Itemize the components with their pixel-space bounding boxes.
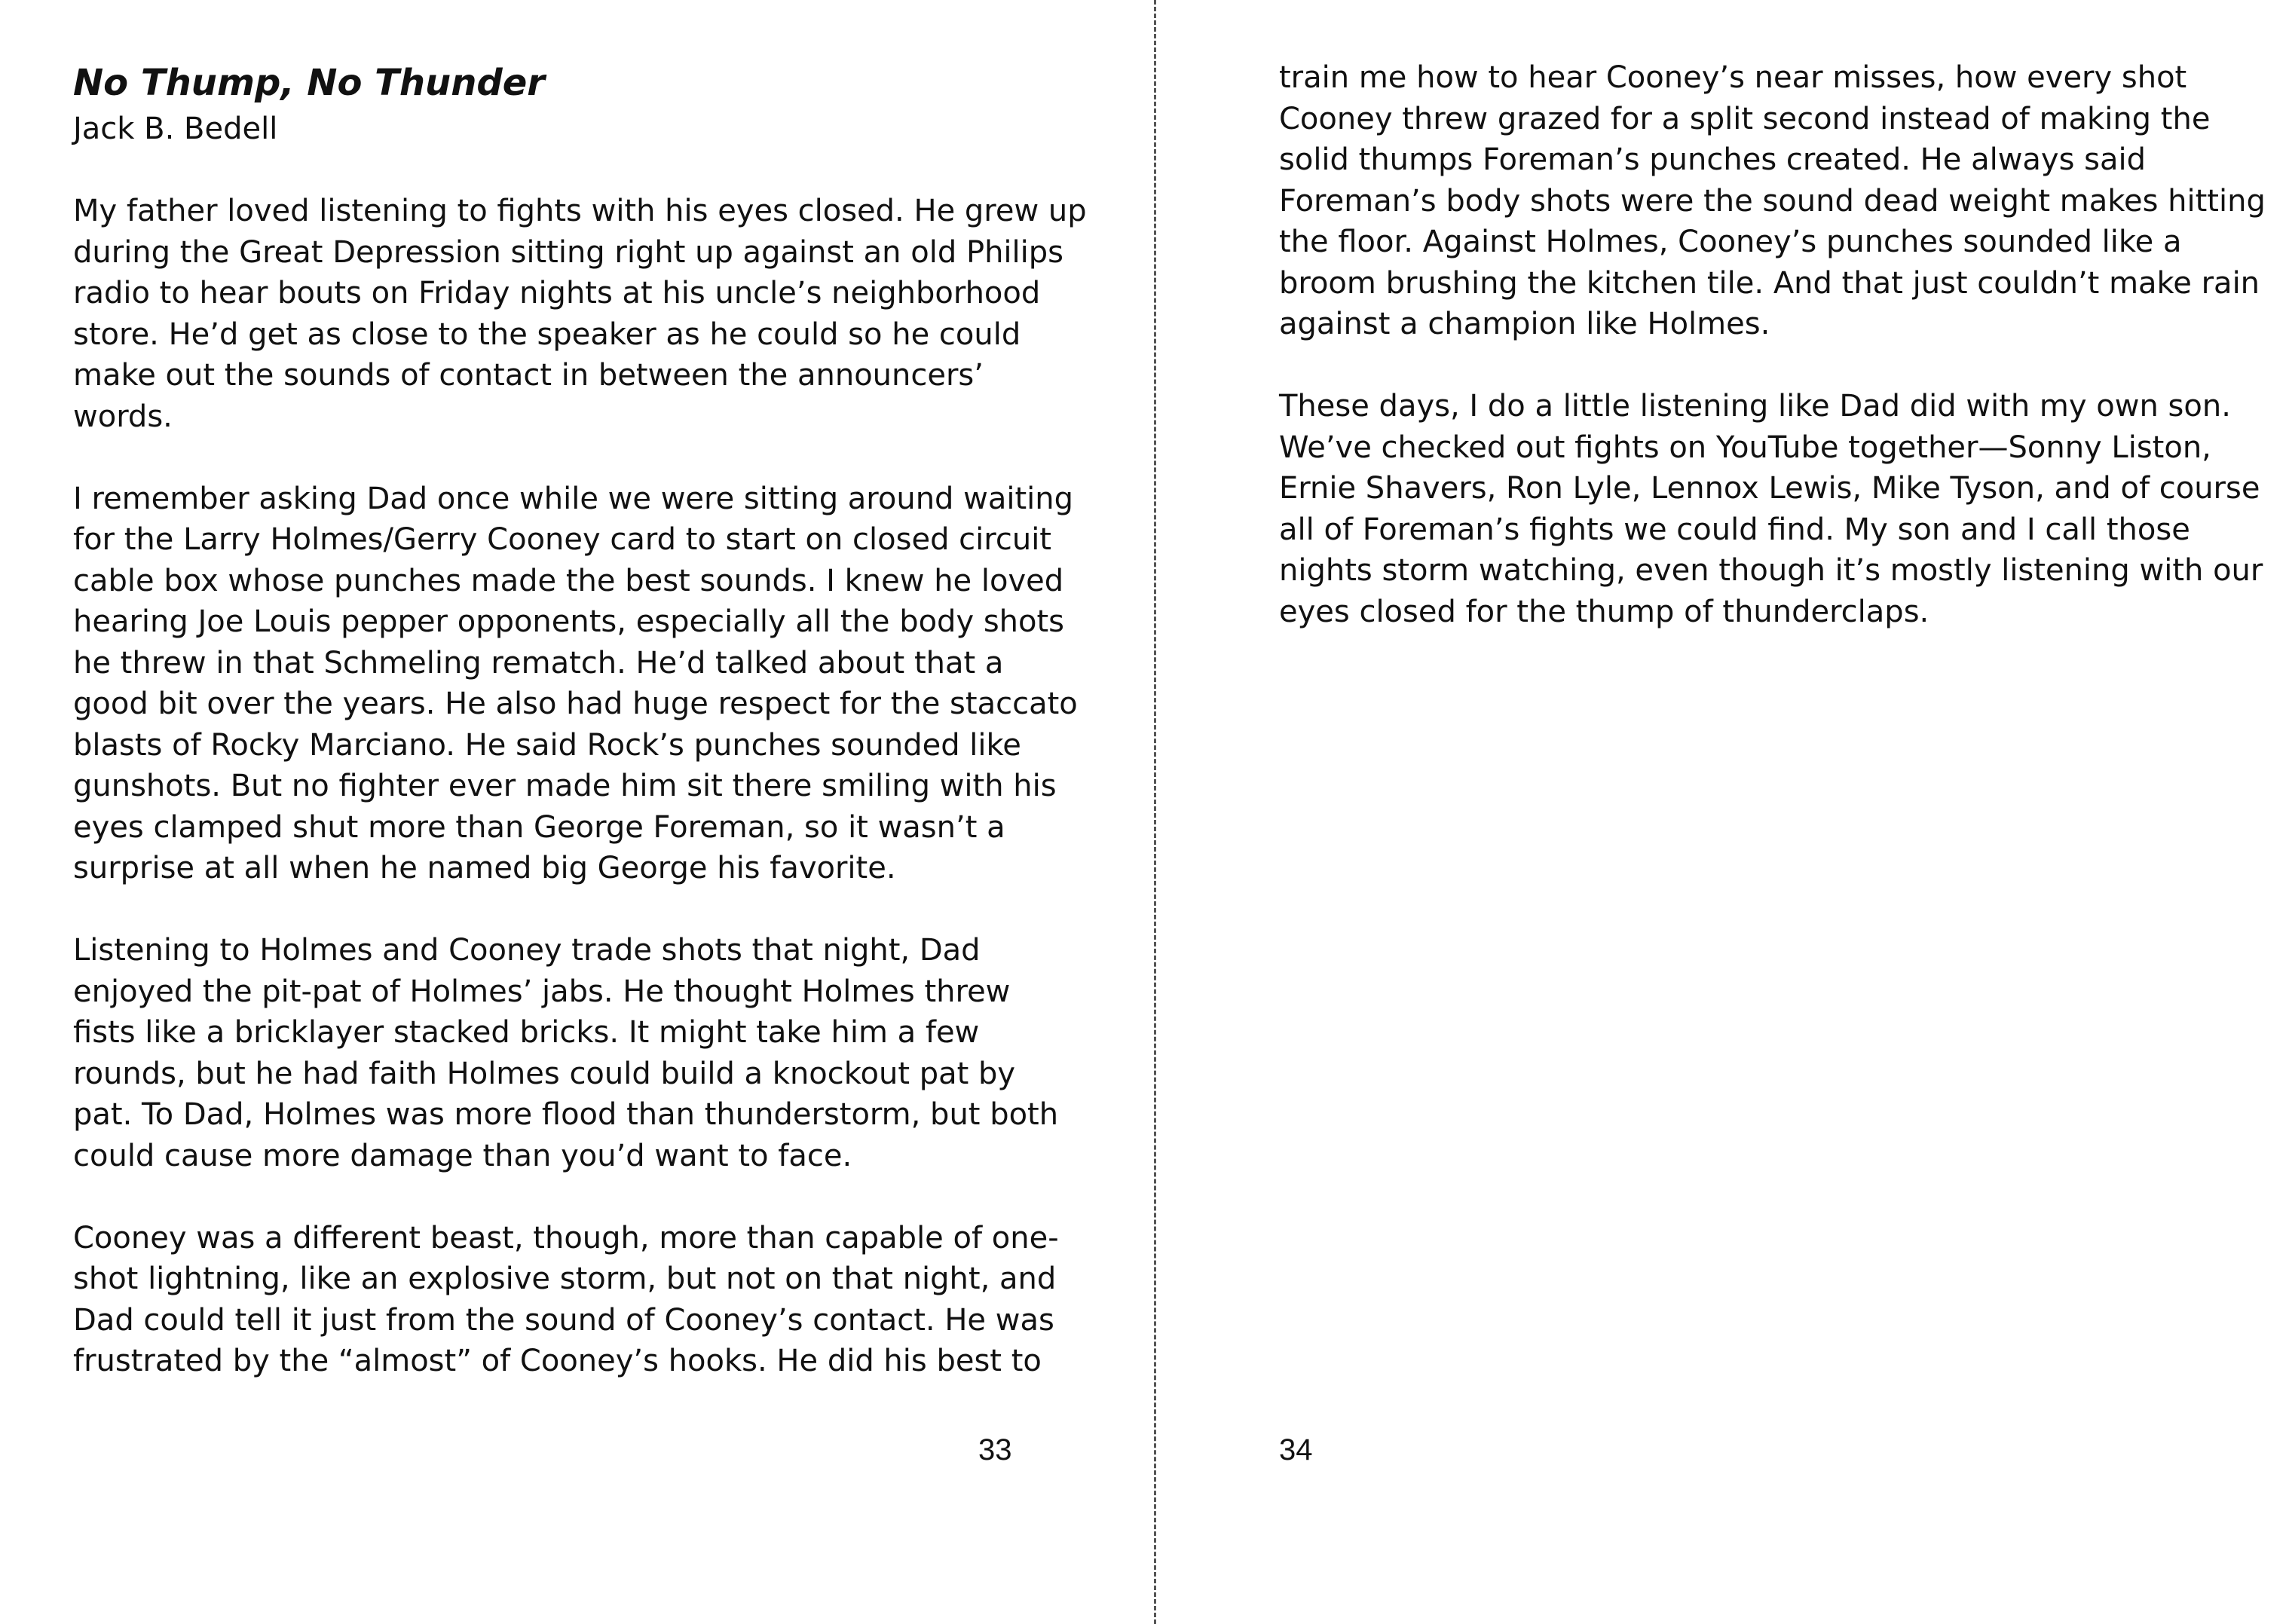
text-line: blasts of Rocky Marciano. He said Rock’s punches sounded like [73,727,1021,763]
paragraph [1279,386,2263,632]
text-line: solid thumps Foreman’s punches created. He always said [1279,142,2146,177]
text-line: all of Foreman’s fights we could find. My son and I call those [1279,512,2190,547]
paragraph [73,1218,1059,1382]
text-line: eyes clamped shut more than George Foreman, so it wasn’t a [73,809,1005,845]
text-line: shot lightning, like an explosive storm, but not on that night, and [73,1262,1057,1296]
text-line: gunshots. But no fighter ever made him sit there smiling with his [73,769,1057,803]
text-line: against a champion like Holmes. [1279,307,1770,341]
text-line: train me how to hear Cooney’s near misses, how every shot [1279,60,2187,95]
text-line: he threw in that Schmeling rematch. He’d talked about that a [73,645,1004,680]
text-line: make out the sounds of contact in between the announcers’ [73,358,984,393]
text-line: eyes closed for the thump of thunderclaps. [1279,594,1929,629]
right-page-text [1279,57,2266,674]
text-line: Dad could tell it just from the sound of Cooney’s contact. He was [73,1302,1054,1338]
text-line: the floor. Against Holmes, Cooney’s punches sounded like a [1279,225,2182,259]
paragraph [73,191,1087,437]
text-line: pat. To Dad, Holmes was more flood than thunderstorm, but both [73,1097,1059,1132]
text-line: We’ve checked out fights on YouTube together—Sonny Liston, [1279,430,2211,465]
text-line: Cooney threw grazed for a split second instead of making the [1279,101,2211,136]
paragraph [73,930,1059,1176]
text-line: Listening to Holmes and Cooney trade shots that night, Dad [73,933,981,968]
text-line: Cooney was a different beast, though, more than capable of one- [73,1220,1059,1255]
text-line: during the Great Depression sitting right up against an old Philips [73,234,1063,270]
text-line: could cause more damage than you’d want to face. [73,1138,852,1173]
text-line: radio to hear bouts on Friday nights at his uncle’s neighborhood [73,276,1041,310]
text-line: These days, I do a little listening like Dad did with my own son. [1279,389,2231,424]
right-page [1156,0,2289,1624]
text-line: frustrated by the “almost” of Cooney’s hooks. He did his best to [73,1344,1042,1378]
text-line: good bit over the years. He also had huge respect for the staccato [73,687,1078,721]
poem-title: No Thump, No Thunder [73,62,545,104]
text-line: hearing Joe Louis pepper opponents, especially all the body shots [73,604,1065,639]
text-line: My father loved listening to fights with his eyes closed. He grew up [73,194,1087,228]
text-line: cable box whose punches made the best sounds. I knew he loved [73,563,1064,598]
text-line: Foreman’s body shots were the sound dead weight makes hitting [1279,183,2266,219]
left-page-text [73,57,1087,1423]
page-number: 34 [1279,1433,1313,1466]
text-line: Ernie Shavers, Ron Lyle, Lennox Lewis, Mike Tyson, and of course [1279,471,2260,506]
paragraph [73,479,1078,889]
text-line: store. He’d get as close to the speaker as he could so he could [73,317,1021,352]
poem-author: Jack B. Bedell [73,112,278,146]
text-line: for the Larry Holmes/Gerry Cooney card to start on closed circuit [73,522,1051,557]
text-line: surprise at all when he named big George his favorite. [73,851,896,885]
text-line: fists like a bricklayer stacked bricks. It might take him a few [73,1015,980,1050]
text-line: nights storm watching, even though it’s mostly listening with our [1279,553,2263,588]
text-line: words. [73,399,173,434]
text-line: enjoyed the pit-pat of Holmes’ jabs. He thought Holmes threw [73,974,1011,1009]
text-line: rounds, but he had faith Holmes could build a knockout pat by [73,1056,1016,1091]
text-line: I remember asking Dad once while we were sitting around waiting [73,481,1074,516]
text-line: broom brushing the kitchen tile. And that just couldn’t make rain [1279,265,2260,301]
page-number: 33 [978,1433,1012,1466]
paragraph [1279,57,2266,345]
